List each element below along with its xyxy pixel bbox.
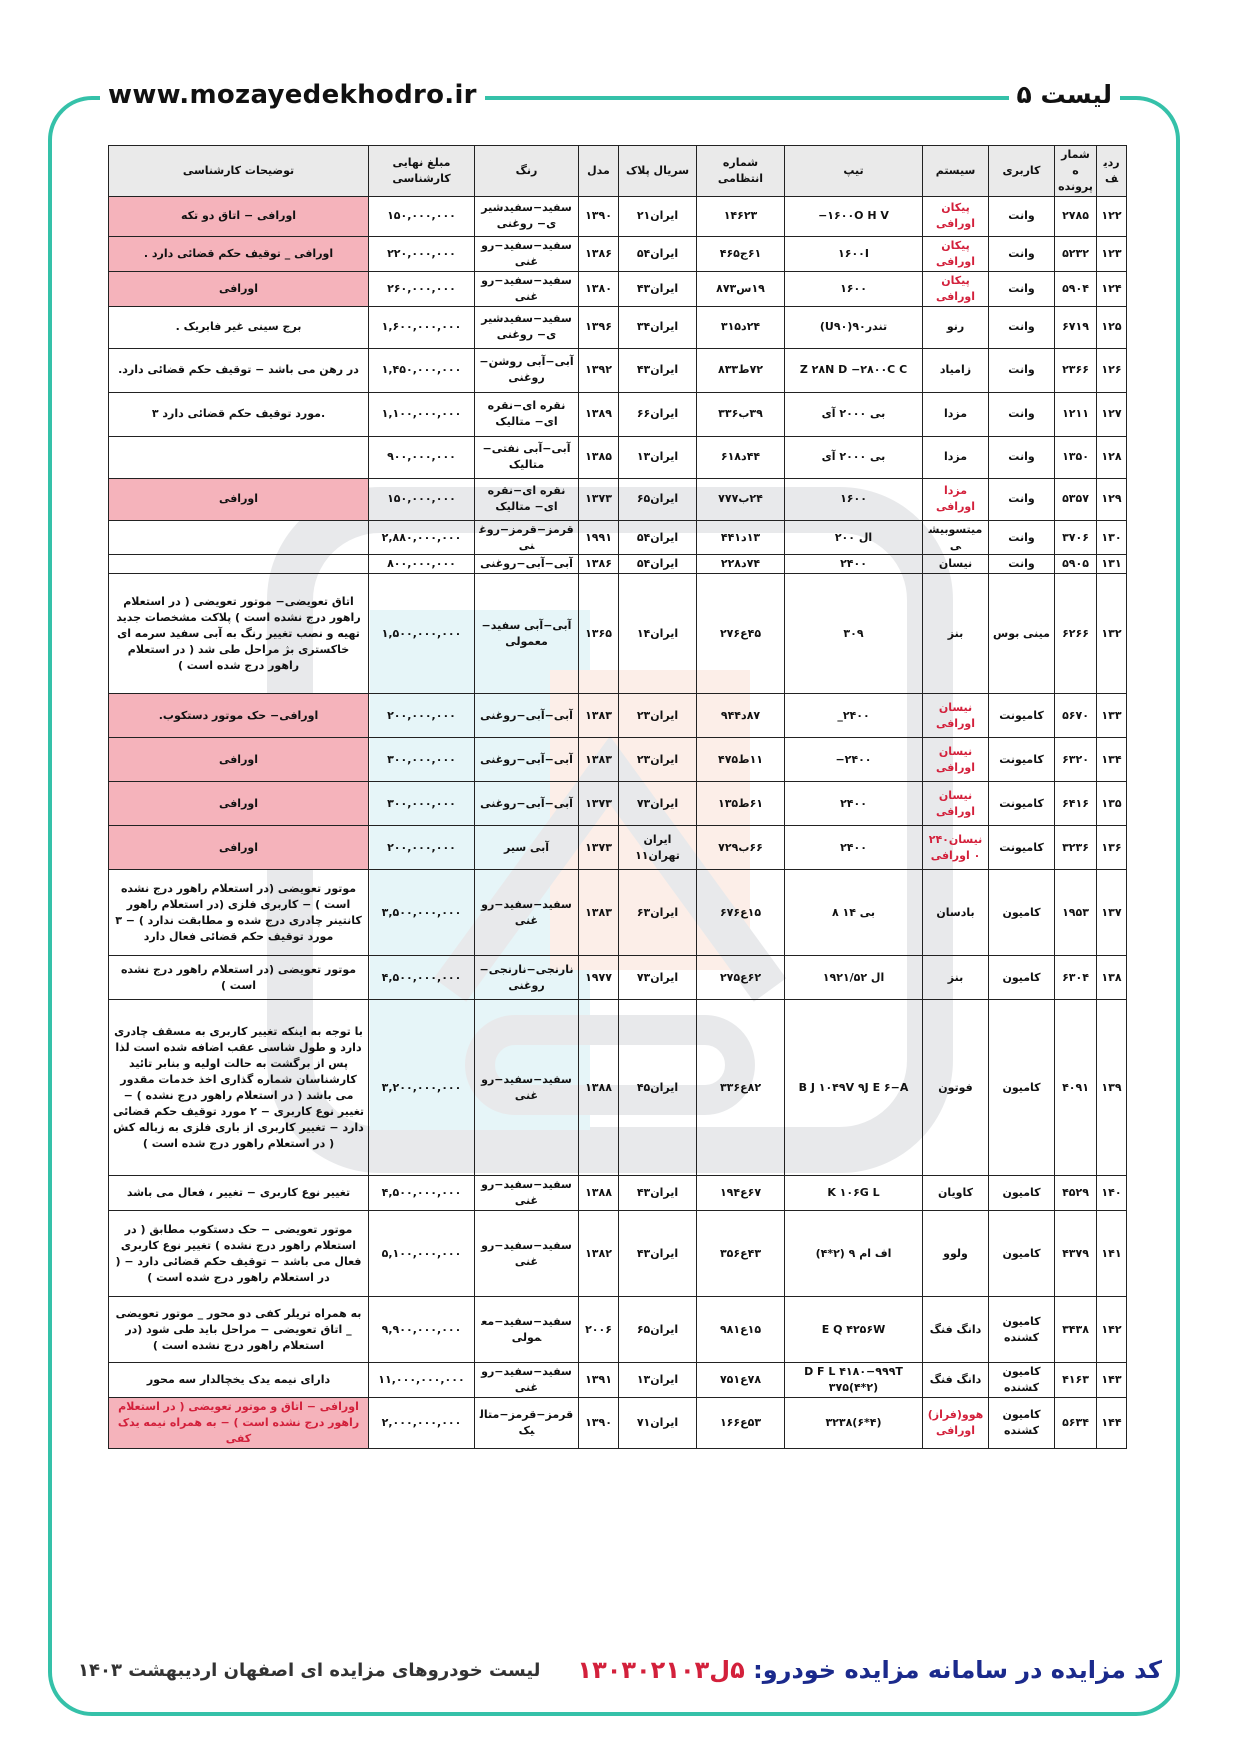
cell-tozih xyxy=(109,555,369,574)
cell-serial: ایران۱۳ xyxy=(619,1363,697,1398)
cell-radif: ۱۳۴ xyxy=(1097,738,1127,782)
cell-serial: ایران۶۶ xyxy=(619,392,697,436)
table-row xyxy=(109,196,1127,236)
cell-parvande: ۲۷۸۵ xyxy=(1055,196,1097,236)
cell-serial: ایران۲۱ xyxy=(619,196,697,236)
cell-radif: ۱۳۸ xyxy=(1097,956,1127,1000)
cell-rang: سفید−سفید−روغنی xyxy=(475,1363,579,1398)
cell-radif: ۱۳۹ xyxy=(1097,1000,1127,1176)
cell-serial: ایران۴۳ xyxy=(619,271,697,306)
cell-shomare: ۴۳ع۳۵۶ xyxy=(697,1211,785,1297)
cell-radif: ۱۲۲ xyxy=(1097,196,1127,236)
cell-shomare: ۶۷ع۱۹۴ xyxy=(697,1176,785,1211)
cell-shomare: ۵۳ع۱۶۶ xyxy=(697,1398,785,1449)
cell-serial: ایران۶۵ xyxy=(619,478,697,520)
cell-mablagh: ۱۱,۰۰۰,۰۰۰,۰۰۰ xyxy=(369,1363,475,1398)
footer-title: لیست خودروهای مزایده ای اصفهان اردیبهشت ۱۴۰۳ xyxy=(78,1660,541,1681)
table-row xyxy=(109,1211,1127,1297)
cell-model: ۱۳۸۶ xyxy=(579,236,619,271)
cell-karbari: وانت xyxy=(989,436,1055,478)
cell-tozih: موتور تعویضی (در استعلام راهور درج نشده است ) − کاربری فلزی (در استعلام راهور کانتینر چادری درج شده و مطابقت ندارد ) − ۳ مورد توقیف حکم قضائی فعال دارد xyxy=(109,870,369,956)
cell-rang: سفید−سفید−روغنی xyxy=(475,1000,579,1176)
cell-model: ۱۳۸۳ xyxy=(579,694,619,738)
col-header: شماره پرونده xyxy=(1055,146,1097,197)
cell-model: ۱۳۹۰ xyxy=(579,1398,619,1449)
cell-tip: ۸ بی ۱۴ xyxy=(785,870,923,956)
cell-parvande: ۵۲۳۲ xyxy=(1055,236,1097,271)
cell-karbari: کامیون کشنده xyxy=(989,1363,1055,1398)
cell-serial: ایران۳۴ xyxy=(619,306,697,348)
cell-serial: ایران۵۴ xyxy=(619,236,697,271)
table-row xyxy=(109,478,1127,520)
cell-tip: K ۱۰۶G L xyxy=(785,1176,923,1211)
cell-tip: Z ۲۸N D −۲۸۰۰C C xyxy=(785,348,923,392)
col-header: کاربری xyxy=(989,146,1055,197)
cell-tip: B J ۱۰۴۹V ۹J E ۶−A xyxy=(785,1000,923,1176)
cell-radif: ۱۴۰ xyxy=(1097,1176,1127,1211)
cell-rang: سفید−سفید−روغنی xyxy=(475,870,579,956)
cell-karbari: کامیونت xyxy=(989,782,1055,826)
cell-karbari: وانت xyxy=(989,520,1055,555)
cell-serial: ایران۴۵ xyxy=(619,1000,697,1176)
table-row xyxy=(109,348,1127,392)
cell-system: نیسان۲۴۰۰ اورافی xyxy=(923,826,989,870)
cell-rang: آبی−آبی−روغنی xyxy=(475,555,579,574)
cell-shomare: ۶۲ع۲۷۵ xyxy=(697,956,785,1000)
auction-code-value: ۵ل۱۳۰۳۰۲۱۰۳ xyxy=(577,1656,745,1684)
table-row xyxy=(109,1297,1127,1363)
cell-karbari: مینی بوس xyxy=(989,574,1055,694)
cell-parvande: ۶۷۱۹ xyxy=(1055,306,1097,348)
cell-tozih: موتور تعویضی − حک دستکوب مطابق ( در استعلام راهور درج نشده ) تغییر نوع کاربری فعال می باشد − توقیف حکم قضائی دارد − ( در استعلام راهور درج شده است ) xyxy=(109,1211,369,1297)
cell-shomare: ۲۴ب۷۷۷ xyxy=(697,478,785,520)
cell-tozih: به همراه تریلر کفی دو محور _ موتور تعویضی _ اتاق تعویضی − مراحل باید طی شود (در استعلام راهور درج نشده است ) xyxy=(109,1297,369,1363)
cell-system: دانگ فنگ xyxy=(923,1297,989,1363)
cell-system: مزدا xyxy=(923,436,989,478)
col-header: مدل xyxy=(579,146,619,197)
cell-karbari: وانت xyxy=(989,555,1055,574)
cell-tip: ۲۴۰۰ xyxy=(785,782,923,826)
cell-rang: سفید−سفید−روغنی xyxy=(475,236,579,271)
cell-radif: ۱۲۳ xyxy=(1097,236,1127,271)
cell-tozih xyxy=(109,520,369,555)
cell-mablagh: ۴,۵۰۰,۰۰۰,۰۰۰ xyxy=(369,956,475,1000)
cell-parvande: ۱۹۵۳ xyxy=(1055,870,1097,956)
cell-system: مزدا xyxy=(923,392,989,436)
cell-karbari: وانت xyxy=(989,392,1055,436)
cell-serial: ایران۷۱ xyxy=(619,1398,697,1449)
list-title: لیست ۵ xyxy=(1009,80,1120,109)
col-header: مبلغ نهایی کارشناسی xyxy=(369,146,475,197)
cell-radif: ۱۳۷ xyxy=(1097,870,1127,956)
cell-rang: سفید−سفیدشیری− روغنی xyxy=(475,306,579,348)
cell-mablagh: ۹۰۰,۰۰۰,۰۰۰ xyxy=(369,436,475,478)
cell-tip: ۳۲۳۸(۶*۴) xyxy=(785,1398,923,1449)
cell-shomare: ۳۹ب۳۳۶ xyxy=(697,392,785,436)
cell-model: ۱۳۸۸ xyxy=(579,1176,619,1211)
cell-shomare: ۶۶ب۷۲۹ xyxy=(697,826,785,870)
cell-parvande: ۶۲۶۶ xyxy=(1055,574,1097,694)
cell-parvande: ۵۹۰۴ xyxy=(1055,271,1097,306)
cell-parvande: ۱۳۵۰ xyxy=(1055,436,1097,478)
cell-mablagh: ۲۰۰,۰۰۰,۰۰۰ xyxy=(369,694,475,738)
cell-mablagh: ۳,۲۰۰,۰۰۰,۰۰۰ xyxy=(369,1000,475,1176)
cell-model: ۱۳۹۱ xyxy=(579,1363,619,1398)
cell-model: ۱۳۹۲ xyxy=(579,348,619,392)
cell-shomare: ۷۸ع۷۵۱ xyxy=(697,1363,785,1398)
auction-code-label: کد مزایده در سامانه مزایده خودرو: xyxy=(753,1656,1162,1684)
cell-shomare: ۴۴د۶۱۸ xyxy=(697,436,785,478)
table-row xyxy=(109,826,1127,870)
col-header: سریال پلاک xyxy=(619,146,697,197)
cell-model: ۱۳۹۶ xyxy=(579,306,619,348)
cell-radif: ۱۳۳ xyxy=(1097,694,1127,738)
cell-system: هوو(فراز) اورافی xyxy=(923,1398,989,1449)
cell-karbari: کامیون xyxy=(989,1000,1055,1176)
cell-serial: ایران۴۳ xyxy=(619,348,697,392)
cell-mablagh: ۱۵۰,۰۰۰,۰۰۰ xyxy=(369,478,475,520)
cell-mablagh: ۲,۰۰۰,۰۰۰,۰۰۰ xyxy=(369,1398,475,1449)
cell-system: پیکان اورافی xyxy=(923,196,989,236)
table-row xyxy=(109,1363,1127,1398)
col-header: توضیحات کارشناسی xyxy=(109,146,369,197)
cell-rang: آبی−آبی سفید− معمولی xyxy=(475,574,579,694)
cell-parvande: ۵۶۷۰ xyxy=(1055,694,1097,738)
cell-model: ۱۳۷۳ xyxy=(579,826,619,870)
cell-rang: آبی−آبی−روغنی xyxy=(475,694,579,738)
cell-karbari: وانت xyxy=(989,306,1055,348)
table-row xyxy=(109,782,1127,826)
cell-rang: نارنجی−نارنجی− روغنی xyxy=(475,956,579,1000)
cell-karbari: کامیون کشنده xyxy=(989,1398,1055,1449)
cell-shomare: ۱۱ط۴۷۵ xyxy=(697,738,785,782)
cell-tozih: اورافی _ توقیف حکم قضائی دارد . xyxy=(109,236,369,271)
cell-system: نیسان اورافی xyxy=(923,782,989,826)
cell-mablagh: ۵,۱۰۰,۰۰۰,۰۰۰ xyxy=(369,1211,475,1297)
table-row xyxy=(109,956,1127,1000)
cell-parvande: ۶۳۲۰ xyxy=(1055,738,1097,782)
cell-karbari: کامیون کشنده xyxy=(989,1297,1055,1363)
cell-system: میتسوبیشی xyxy=(923,520,989,555)
cell-shomare: ۷۲ط۸۳۳ xyxy=(697,348,785,392)
cell-rang: سفید−سفید−روغنی xyxy=(475,1176,579,1211)
cell-tip: _۲۴۰۰ xyxy=(785,694,923,738)
table-row xyxy=(109,870,1127,956)
cell-mablagh: ۲۲۰,۰۰۰,۰۰۰ xyxy=(369,236,475,271)
cell-mablagh: ۳۰۰,۰۰۰,۰۰۰ xyxy=(369,738,475,782)
cell-parvande: ۳۲۳۶ xyxy=(1055,826,1097,870)
cell-radif: ۱۴۴ xyxy=(1097,1398,1127,1449)
cell-model: ۱۳۶۵ xyxy=(579,574,619,694)
cell-tozih: اورافی xyxy=(109,782,369,826)
cell-system: پیکان اورافی xyxy=(923,271,989,306)
cell-tozih: اورافی xyxy=(109,826,369,870)
table-row xyxy=(109,694,1127,738)
cell-model: ۱۳۷۳ xyxy=(579,478,619,520)
cell-system: بنز xyxy=(923,574,989,694)
cell-radif: ۱۴۳ xyxy=(1097,1363,1127,1398)
cell-model: ۱۹۷۷ xyxy=(579,956,619,1000)
site-url[interactable]: www.mozayedekhodro.ir xyxy=(100,80,485,110)
auction-code xyxy=(577,1656,1162,1684)
cell-shomare: ۸۲ع۳۳۶ xyxy=(697,1000,785,1176)
cell-radif: ۱۳۶ xyxy=(1097,826,1127,870)
cell-serial: ایران تهران۱۱ xyxy=(619,826,697,870)
col-header: شماره انتظامی xyxy=(697,146,785,197)
cell-system: مزدا اورافی xyxy=(923,478,989,520)
cell-rang: آبی−آبی−روغنی xyxy=(475,782,579,826)
cell-parvande: ۴۵۲۹ xyxy=(1055,1176,1097,1211)
cell-karbari: کامیونت xyxy=(989,694,1055,738)
cell-mablagh: ۲,۸۸۰,۰۰۰,۰۰۰ xyxy=(369,520,475,555)
cell-tozih: دارای نیمه یدک یخچالدار سه محور xyxy=(109,1363,369,1398)
cell-tip: −۲۴۰۰ xyxy=(785,738,923,782)
cell-karbari: کامیونت xyxy=(989,826,1055,870)
cell-karbari: وانت xyxy=(989,348,1055,392)
cell-tozih: اورافی xyxy=(109,738,369,782)
cell-shomare: ۱۹س۸۷۳ xyxy=(697,271,785,306)
cell-system: زامیاد xyxy=(923,348,989,392)
cell-tip: اف ام ۹ (۲*۴) xyxy=(785,1211,923,1297)
cell-mablagh: ۱۵۰,۰۰۰,۰۰۰ xyxy=(369,196,475,236)
cell-tip: ۱۶۰۰ xyxy=(785,478,923,520)
table-row xyxy=(109,392,1127,436)
cell-karbari: کامیون xyxy=(989,1211,1055,1297)
cell-model: ۱۳۸۸ xyxy=(579,1000,619,1176)
table-row xyxy=(109,236,1127,271)
cell-rang: آبی−آبی نفتی− متالیک xyxy=(475,436,579,478)
cell-system: نیسان اورافی xyxy=(923,694,989,738)
cell-system: دانگ فنگ xyxy=(923,1363,989,1398)
cell-serial: ایران۲۳ xyxy=(619,694,697,738)
cell-tip: ۱۶۰۰I xyxy=(785,236,923,271)
cell-system: نیسان xyxy=(923,555,989,574)
cell-serial: ایران۵۴ xyxy=(619,520,697,555)
cell-radif: ۱۲۸ xyxy=(1097,436,1127,478)
cell-mablagh: ۲۶۰,۰۰۰,۰۰۰ xyxy=(369,271,475,306)
col-header: ردیف xyxy=(1097,146,1127,197)
cell-serial: ایران۱۳ xyxy=(619,436,697,478)
cell-system: نیسان اورافی xyxy=(923,738,989,782)
cell-system: پیکان اورافی xyxy=(923,236,989,271)
cell-parvande: ۶۳۰۴ xyxy=(1055,956,1097,1000)
cell-rang: سفید−سفید−روغنی xyxy=(475,1211,579,1297)
cell-parvande: ۴۳۷۹ xyxy=(1055,1211,1097,1297)
cell-serial: ایران۴۳ xyxy=(619,1211,697,1297)
cell-tip: −۱۶۰۰O H V xyxy=(785,196,923,236)
cell-shomare: ۶۱ج۴۶۵ xyxy=(697,236,785,271)
cell-serial: ایران۱۴ xyxy=(619,574,697,694)
cell-model: ۱۳۸۰ xyxy=(579,271,619,306)
col-header: سیستم xyxy=(923,146,989,197)
cell-radif: ۱۴۲ xyxy=(1097,1297,1127,1363)
cell-system: کاویان xyxy=(923,1176,989,1211)
cell-tip: بی ۲۰۰۰ آی xyxy=(785,392,923,436)
cell-serial: ایران۶۵ xyxy=(619,1297,697,1363)
cell-shomare: ۶۱ط۱۳۵ xyxy=(697,782,785,826)
cell-tozih: در رهن می باشد − توقیف حکم قضائی دارد. xyxy=(109,348,369,392)
cell-tozih: موتور تعویضی (در استعلام راهور درج نشده است ) xyxy=(109,956,369,1000)
cell-model: ۱۳۸۶ xyxy=(579,555,619,574)
cell-tozih: اورافی xyxy=(109,271,369,306)
cell-tozih: .مورد توقیف حکم قضائی دارد ۳ xyxy=(109,392,369,436)
cell-model: ۱۳۸۹ xyxy=(579,392,619,436)
cell-tip: ۲۴۰۰ xyxy=(785,555,923,574)
table-row xyxy=(109,555,1127,574)
cell-tozih: تغییر نوع کاربری − تغییر ، فعال می باشد xyxy=(109,1176,369,1211)
cell-tip: D F L ۴۱۸۰−۹۹۹T ۳۷۵(۴*۲) xyxy=(785,1363,923,1398)
cell-system: ولوو xyxy=(923,1211,989,1297)
cell-radif: ۱۲۹ xyxy=(1097,478,1127,520)
table-row xyxy=(109,306,1127,348)
cell-shomare: ۷۴د۲۲۸ xyxy=(697,555,785,574)
cell-mablagh: ۹,۹۰۰,۰۰۰,۰۰۰ xyxy=(369,1297,475,1363)
cell-tozih: اورافی − اتاق و موتور تعویضی ( در استعلام راهور درج نشده است ) − به همراه نیمه یدک کفی xyxy=(109,1398,369,1449)
cell-rang: سفید−سفیدشیری− روغنی xyxy=(475,196,579,236)
cell-rang: نقره ای−نقره ای− متالیک xyxy=(475,478,579,520)
cell-parvande: ۵۹۰۵ xyxy=(1055,555,1097,574)
cell-tip: ۳۰۹ xyxy=(785,574,923,694)
cell-serial: ایران۴۳ xyxy=(619,1176,697,1211)
table-row xyxy=(109,1176,1127,1211)
cell-model: ۱۹۹۱ xyxy=(579,520,619,555)
cell-rang: قرمز−قرمز−متالیک xyxy=(475,1398,579,1449)
cell-system: بنز xyxy=(923,956,989,1000)
cell-parvande: ۴۰۹۱ xyxy=(1055,1000,1097,1176)
cell-shomare: ۸۷د۹۴۴ xyxy=(697,694,785,738)
cell-parvande: ۲۳۶۶ xyxy=(1055,348,1097,392)
cell-shomare: ۱۵ع۹۸۱ xyxy=(697,1297,785,1363)
cell-tozih: با توجه به اینکه تغییر کاربری به مسقف چادری دارد و طول شاسی عقب اضافه شده است لذا پس از برگشت به حالت اولیه و بنابر تائید کارشناسان شماره گذاری اخذ خدمات مقدور می باشد ( در استعلام راهور درج نشده ) − تغییر نوع کاربری − ۲ مورد توقیف حکم قضائی دارد − تغییر کاربری از باری فلزی به زباله کش ( در استعلام راهور درج شده است ) xyxy=(109,1000,369,1176)
table-row xyxy=(109,271,1127,306)
cell-model: ۱۳۸۲ xyxy=(579,1211,619,1297)
cell-radif: ۱۳۵ xyxy=(1097,782,1127,826)
cell-tip: E Q ۴۲۵۶W xyxy=(785,1297,923,1363)
cell-parvande: ۵۳۵۷ xyxy=(1055,478,1097,520)
cell-tozih xyxy=(109,436,369,478)
cell-tozih: اورافی xyxy=(109,478,369,520)
table-header-row xyxy=(109,146,1127,197)
cell-mablagh: ۱,۱۰۰,۰۰۰,۰۰۰ xyxy=(369,392,475,436)
cell-serial: ایران۶۳ xyxy=(619,870,697,956)
cell-parvande: ۱۲۱۱ xyxy=(1055,392,1097,436)
cell-tozih: اتاق تعویضی− موتور تعویضی ( در استعلام راهور درج نشده است ) پلاکت مشخصات جدید تهیه و نصب تغییر رنگ به آبی سفید سرمه ای خاکستری بژ مراحل طی شد ( در استعلام راهور درج شده است ) xyxy=(109,574,369,694)
cell-serial: ایران۷۳ xyxy=(619,956,697,1000)
table-row xyxy=(109,520,1127,555)
cell-karbari: وانت xyxy=(989,271,1055,306)
cell-mablagh: ۳۰۰,۰۰۰,۰۰۰ xyxy=(369,782,475,826)
table-row xyxy=(109,1398,1127,1449)
cell-tozih: اورافی− حک موتور دستکوب. xyxy=(109,694,369,738)
cell-radif: ۱۲۴ xyxy=(1097,271,1127,306)
cell-radif: ۱۲۵ xyxy=(1097,306,1127,348)
cell-radif: ۱۳۱ xyxy=(1097,555,1127,574)
cell-tip: (U۹۰)تندر۹۰ xyxy=(785,306,923,348)
cell-karbari: وانت xyxy=(989,236,1055,271)
cell-radif: ۱۳۲ xyxy=(1097,574,1127,694)
cell-karbari: کامیونت xyxy=(989,738,1055,782)
table-row xyxy=(109,738,1127,782)
cell-karbari: کامیون xyxy=(989,1176,1055,1211)
cell-mablagh: ۱,۶۰۰,۰۰۰,۰۰۰ xyxy=(369,306,475,348)
cell-shomare: ۱۵ع۶۷۶ xyxy=(697,870,785,956)
cell-mablagh: ۳,۵۰۰,۰۰۰,۰۰۰ xyxy=(369,870,475,956)
cell-tip: ۱۶۰۰ xyxy=(785,271,923,306)
cell-system: بادسان xyxy=(923,870,989,956)
cell-shomare: ۴۵ع۲۷۶ xyxy=(697,574,785,694)
cell-parvande: ۴۱۶۳ xyxy=(1055,1363,1097,1398)
cell-rang: سفید−سفید−معمولی xyxy=(475,1297,579,1363)
col-header: رنگ xyxy=(475,146,579,197)
cell-model: ۱۳۸۳ xyxy=(579,870,619,956)
cell-tozih: اورافی − اتاق دو تکه xyxy=(109,196,369,236)
cell-model: ۲۰۰۶ xyxy=(579,1297,619,1363)
table-row xyxy=(109,436,1127,478)
cell-model: ۱۳۷۳ xyxy=(579,782,619,826)
cell-karbari: کامیون xyxy=(989,870,1055,956)
cell-shomare: ۱۴۶۲۳ xyxy=(697,196,785,236)
cell-mablagh: ۴,۵۰۰,۰۰۰,۰۰۰ xyxy=(369,1176,475,1211)
auction-table xyxy=(108,145,1127,1449)
cell-system: فوتون xyxy=(923,1000,989,1176)
cell-parvande: ۳۴۳۸ xyxy=(1055,1297,1097,1363)
cell-rang: سفید−سفید−روغنی xyxy=(475,271,579,306)
table-row xyxy=(109,574,1127,694)
cell-parvande: ۶۴۱۶ xyxy=(1055,782,1097,826)
cell-mablagh: ۸۰۰,۰۰۰,۰۰۰ xyxy=(369,555,475,574)
cell-shomare: ۱۳د۴۴۱ xyxy=(697,520,785,555)
cell-model: ۱۳۸۵ xyxy=(579,436,619,478)
cell-serial: ایران۲۳ xyxy=(619,738,697,782)
cell-tip: ۲۴۰۰ xyxy=(785,826,923,870)
cell-tip: بی ۲۰۰۰ آی xyxy=(785,436,923,478)
cell-rang: آبی−آبی روشن− روغنی xyxy=(475,348,579,392)
cell-rang: آبی سیر xyxy=(475,826,579,870)
cell-mablagh: ۱,۴۵۰,۰۰۰,۰۰۰ xyxy=(369,348,475,392)
cell-parvande: ۳۷۰۶ xyxy=(1055,520,1097,555)
cell-mablagh: ۲۰۰,۰۰۰,۰۰۰ xyxy=(369,826,475,870)
cell-radif: ۱۲۷ xyxy=(1097,392,1127,436)
cell-rang: قرمز−قرمز−روغنی xyxy=(475,520,579,555)
cell-radif: ۱۲۶ xyxy=(1097,348,1127,392)
cell-serial: ایران۵۴ xyxy=(619,555,697,574)
cell-tip: ال ۲۰۰ xyxy=(785,520,923,555)
cell-rang: نقره ای−نقره ای− متالیک xyxy=(475,392,579,436)
cell-model: ۱۳۹۰ xyxy=(579,196,619,236)
cell-mablagh: ۱,۵۰۰,۰۰۰,۰۰۰ xyxy=(369,574,475,694)
cell-serial: ایران۷۳ xyxy=(619,782,697,826)
col-header: تیپ xyxy=(785,146,923,197)
cell-parvande: ۵۶۳۴ xyxy=(1055,1398,1097,1449)
table-row xyxy=(109,1000,1127,1176)
cell-model: ۱۳۸۳ xyxy=(579,738,619,782)
cell-karbari: کامیون xyxy=(989,956,1055,1000)
cell-karbari: وانت xyxy=(989,478,1055,520)
cell-karbari: وانت xyxy=(989,196,1055,236)
cell-rang: آبی−آبی−روغنی xyxy=(475,738,579,782)
cell-tip: ال ۱۹۲۱/۵۲ xyxy=(785,956,923,1000)
cell-radif: ۱۴۱ xyxy=(1097,1211,1127,1297)
cell-tozih: برج سینی غیر فابریک . xyxy=(109,306,369,348)
cell-system: رنو xyxy=(923,306,989,348)
cell-radif: ۱۳۰ xyxy=(1097,520,1127,555)
cell-shomare: ۲۴د۳۱۵ xyxy=(697,306,785,348)
